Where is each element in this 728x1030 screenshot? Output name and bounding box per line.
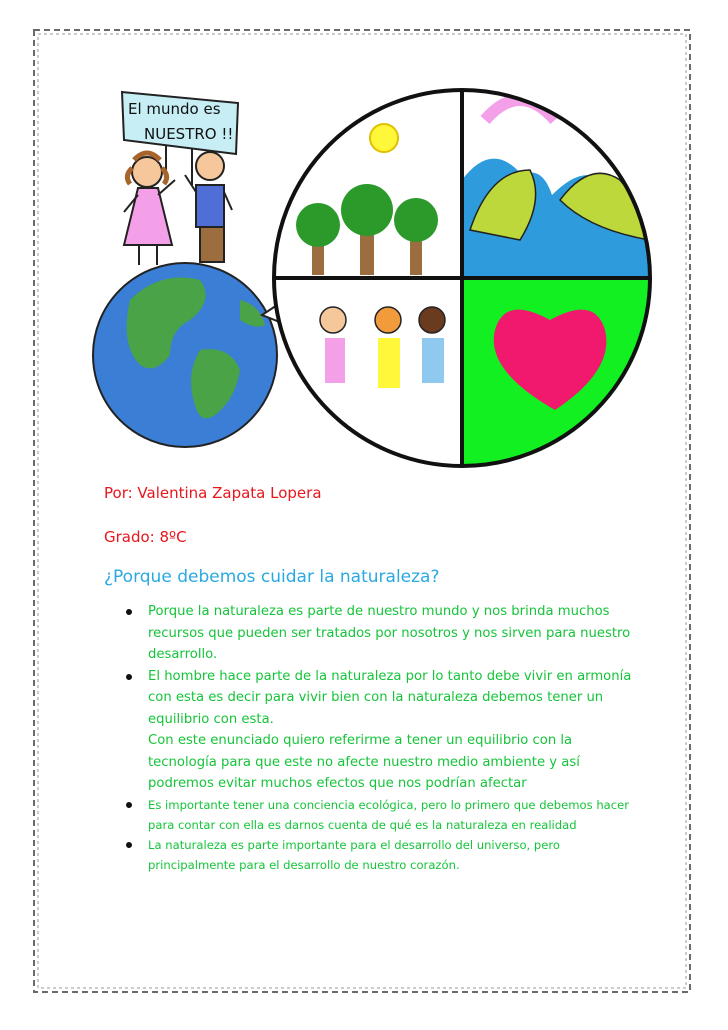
author-line: Por: Valentina Zapata Lopera <box>104 484 322 502</box>
globe-icon <box>93 263 277 447</box>
list-item <box>104 835 634 875</box>
sign-text-line2: NUESTRO !! <box>144 125 234 143</box>
illustration <box>0 0 728 470</box>
list-item <box>104 795 634 835</box>
sign-text-line1: El mundo es <box>128 100 221 118</box>
grade-line: Grado: 8ºC <box>104 528 187 546</box>
bullet-dot-icon <box>126 802 132 808</box>
girl-figure <box>124 153 175 265</box>
list-item-text: El hombre hace parte de la naturaleza por lo tanto debe vivir en armonía con esta es decir para vivir bien con la naturaleza debemos tener un equilibrio con esta. <box>148 668 632 727</box>
list-item <box>104 601 634 666</box>
points-list <box>104 601 634 875</box>
kids-figures <box>320 307 445 388</box>
bullet-dot-icon <box>126 609 132 615</box>
bullet-dot-icon <box>126 842 132 848</box>
list-item <box>104 730 634 795</box>
question-heading: ¿Porque debemos cuidar la naturaleza? <box>104 567 440 587</box>
nature-circle <box>274 90 662 468</box>
list-item-text: Con este enunciado quiero referirme a tener un equilibrio con la tecnología para que este no afecte nuestro medio ambiente y así podremos evitar muchos efectos que nos podrían afectar <box>148 733 580 791</box>
list-item-text: La naturaleza es parte importante para el desarrollo del universo, pero principalmente para el desarrollo de nuestro corazón. <box>148 837 561 872</box>
bullet-dot-icon <box>126 674 132 680</box>
list-item-text: Porque la naturaleza es parte de nuestro mundo y nos brinda muchos recursos que pueden ser tratados por nosotros y nos sirven para nuestro desarrollo. <box>148 604 631 662</box>
list-item-text: Es importante tener una conciencia ecológica, pero lo primero que debemos hacer para contar con ella es darnos cuenta de qué es la naturaleza en realidad <box>148 797 630 832</box>
list-item <box>104 666 634 731</box>
sun-icon <box>370 124 398 152</box>
